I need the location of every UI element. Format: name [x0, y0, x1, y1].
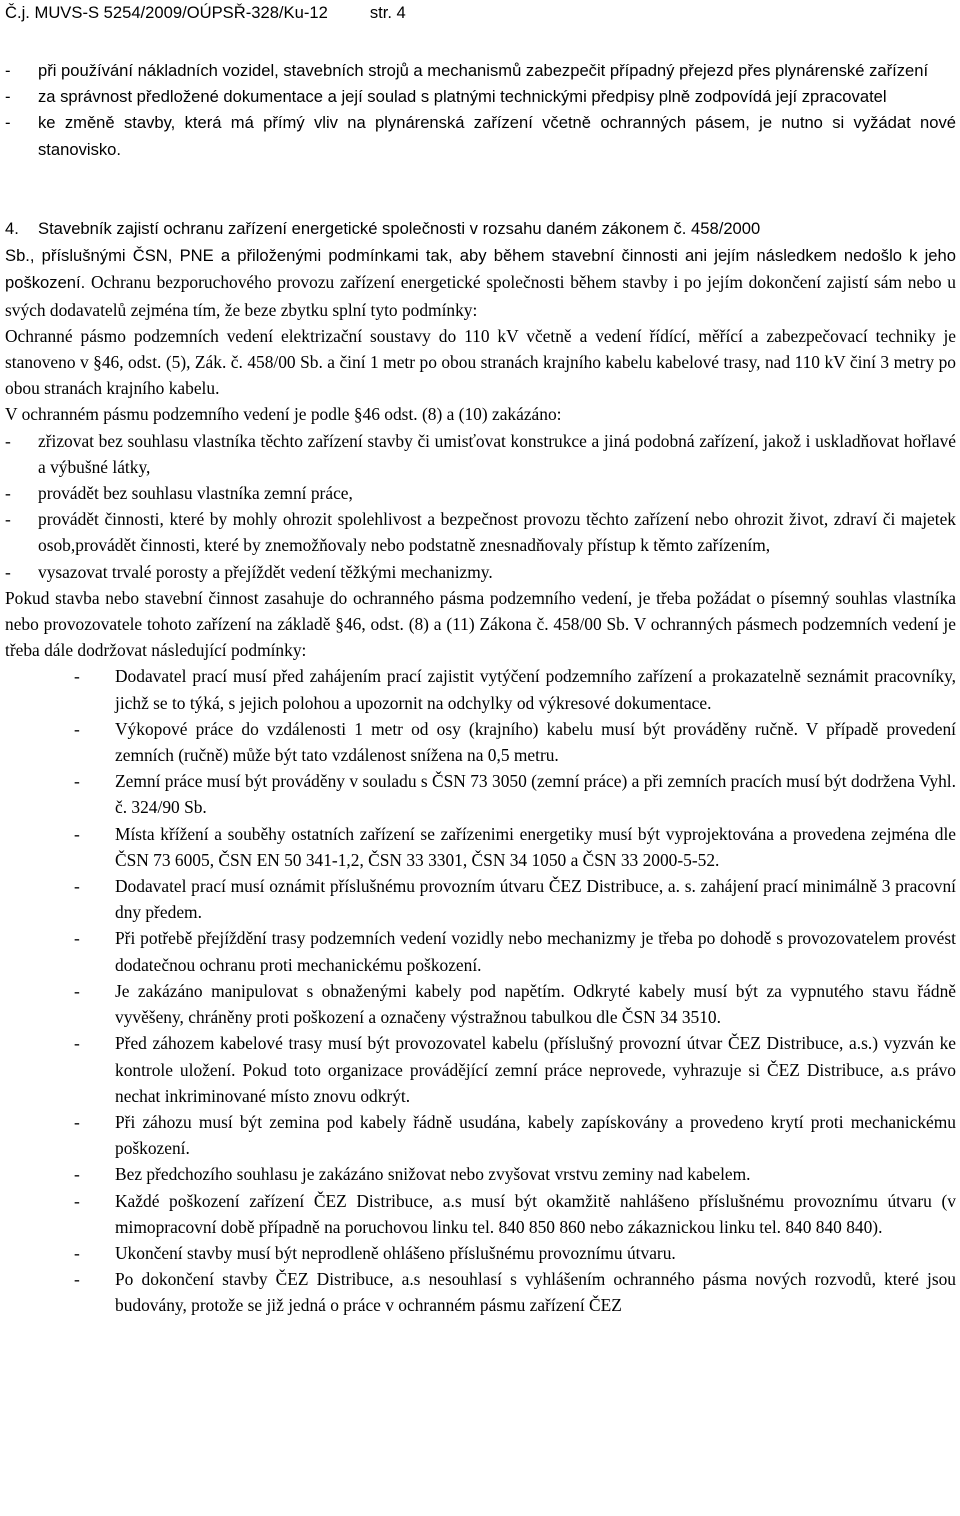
page-header: [5, 2, 406, 24]
section-4: [5, 216, 956, 1319]
list-item: - Před záhozem kabelové trasy musí být provozovatel kabelu (příslušný provozní útvar ČEZ Distribuce, a.s.) vyzván ke kontrole uložení. Pokud toto organizace provádějící zemní práce neprovede, vyhrazuje si ČEZ Distribuce, a.s právo nechat inkriminované místo znovu odkrýt.: [74, 1033, 956, 1106]
list-item: - vysazovat trvalé porosty a přejíždět vedení těžkými mechanizmy.: [5, 561, 493, 582]
list-item: - Každé poškození zařízení ČEZ Distribuce, a.s musí být okamžitě nahlášeno příslušnému provoznímu útvaru (v mimopracovní době případně na poruchovou linku tel. 840 850 860 nebo zákaznickou linku tel. 840 840 840).: [74, 1190, 956, 1237]
list-item: - ke změně stavby, která má přímý vliv na plynárenská zařízení včetně ochranných pásem, je nutno si vyžádat nové stanovisko.: [5, 113, 956, 159]
forbidden-list: [5, 428, 956, 585]
top-list: [5, 58, 956, 163]
list-item: - Zemní práce musí být prováděny v souladu s ČSN 73 3050 (zemní práce) a při zemních pracích musí být dodržena Vyhl. č. 324/90 Sb.: [74, 771, 956, 818]
page-number: str. 4: [369, 3, 406, 22]
list-item: - Bez předchozího souhlasu je zakázáno snižovat nebo zvyšovat vrstvu zeminy nad kabelem.: [74, 1164, 751, 1185]
list-item: - Po dokončení stavby ČEZ Distribuce, a.s nesouhlasí s vyhlášením ochranného pásma nových rozvodů, které jsou budovány, protože se již jedná o práce v ochranném pásmu zařízení ČEZ: [74, 1269, 956, 1316]
list-item: - Při záhozu musí být zemina pod kabely řádně usudána, kabely zapískovány a provedeno krytí proti mechanickému poškození.: [74, 1111, 956, 1159]
list-item: - Výkopové práce do vzdálenosti 1 metr od osy (krajního) kabelu musí být prováděny ručně. V případě provedení zemních (ručně) může být tato vzdálenost snížena na 0,5 metru.: [74, 718, 956, 766]
paragraph: Pokud stavba nebo stavební činnost zasahuje do ochranného pásma podzemního vedení, je třeba požádat o písemný souhlas vlastníka nebo provozovatele tohoto zařízení na základě §46, odst. (8) a (11) Zákona č. 458/00 Sb. V ochranných pásmech podzemních vedení je třeba dále dodržovat následující podmínky:: [5, 587, 956, 661]
paragraph: Ochranné pásmo podzemních vedení elektrizační soustavy do 110 kV včetně a vedení řídící, měřící a zabezpečovací techniky je stanoveno v §46, odst. (5), Zák. č. 458/00 Sb. a činí 1 metr po obou stranách krajního kabelu kabelové trasy, nad 110 kV činí 3 metry po obou stranách krajního kabelu.: [5, 325, 956, 399]
list-item: - Je zakázáno manipulovat s obnaženými kabely pod napětím. Odkryté kabely musí být za vypnutého stavu řádně vyvěšeny, chráněny proti poškození a označeny výstražnou tabulkou dle ČSN 34 3510.: [74, 980, 956, 1028]
section-body: Sb., příslušnými ČSN, PNE a přiloženými podmínkami tak, aby během stavební činnosti ani jejím následkem nedošlo k jeho poškození. Ochranu bezporuchového provozu zařízení energetické společnosti během stavby i po jejím dokončení zajistí sám nebo u svých dodavatelů zejména tím, že beze zbytku splní tyto podmínky:: [5, 246, 956, 320]
conditions-list: [5, 663, 956, 1318]
list-item: - provádět činnosti, které by mohly ohrozit spolehlivost a bezpečnost provozu těchto zařízení nebo ohrozit život, zdraví či majetek osob,provádět činnosti, které by znemožňovaly nebo podstatně znesnadňovaly přístup k těmto zařízením,: [5, 509, 956, 556]
paragraph: V ochranném pásmu podzemního vedení je podle §46 odst. (8) a (10) zakázáno:: [5, 404, 562, 425]
list-item: - Dodavatel prací musí před zahájením prací zajistit vytýčení podzemního zařízení a prokazatelně seznámit pracovníky, jichž se to týká, s jejich polohou a upozornit na odchylky od výkresové dokumentace.: [74, 666, 956, 713]
section-heading: [5, 216, 956, 242]
reference-number: Č.j. MUVS-S 5254/2009/OÚPSŘ-328/Ku-12: [5, 3, 328, 22]
list-item: - Ukončení stavby musí být neprodleně ohlášeno příslušnému provoznímu útvaru.: [74, 1242, 676, 1263]
list-item: - Dodavatel prací musí oznámit příslušnému provozním útvaru ČEZ Distribuce, a. s. zahájení prací minimálně 3 pracovní dny předem.: [74, 876, 956, 923]
list-item: - zřizovat bez souhlasu vlastníka těchto zařízení stavby či umisťovat konstrukce a jiná podobná zařízení, jakož i uskladňovat hořlavé a výbušné látky,: [5, 430, 956, 477]
list-item: - za správnost předložené dokumentace a její soulad s platnými technickými předpisy plně zodpovídá její zpracovatel: [5, 87, 887, 107]
list-item: - Místa křížení a souběhy ostatních zařízení se zařízenimi energetiky musí být vyprojektována a provedena zejména dle ČSN 73 6005, ČSN EN 50 341-1,2, ČSN 33 3301, ČSN 34 1050 a ČSN 33 2000-5-52.: [74, 823, 956, 870]
section-number: 4.: [5, 219, 19, 238]
section-heading-text: Stavebník zajistí ochranu zařízení energetické společnosti v rozsahu daném zákonem č. 458/2000: [38, 219, 761, 238]
list-item: - při používání nákladních vozidel, stavebních strojů a mechanismů zabezpečit případný přejezd přes plynárenské zařízení: [5, 61, 929, 80]
list-item: - provádět bez souhlasu vlastníka zemní práce,: [5, 483, 353, 504]
list-item: - Při potřebě přejíždění trasy podzemních vedení vozidly nebo mechanizmy je třeba po dohodě s provozovatelem provést dodatečnou ochranu proti mechanickému poškození.: [74, 928, 956, 975]
